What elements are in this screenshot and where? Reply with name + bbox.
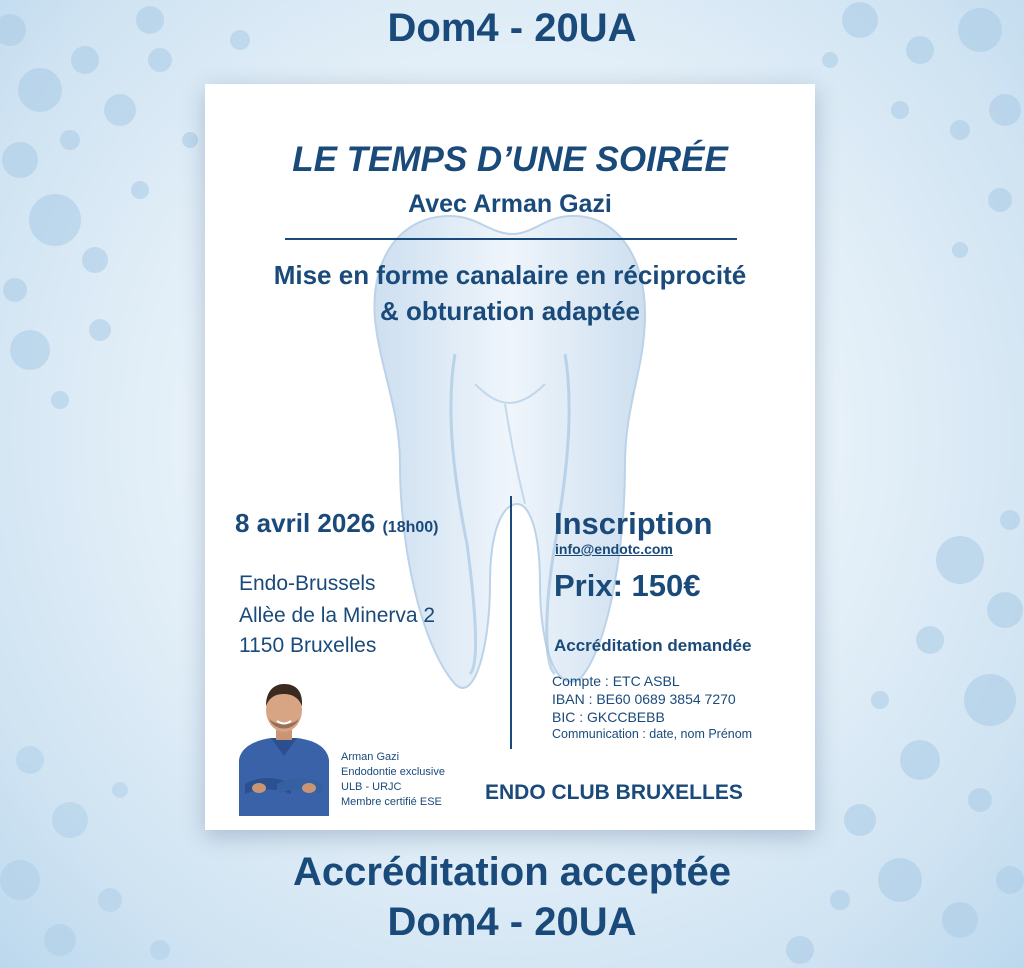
bank-communication: Communication : date, nom Prénom bbox=[552, 727, 753, 741]
event-flyer bbox=[205, 84, 815, 830]
address-line-1: Endo-Brussels bbox=[239, 572, 376, 595]
date-text: 8 avril 2026 bbox=[235, 508, 376, 538]
event-date bbox=[235, 508, 439, 539]
speaker-specialty: Endodontie exclusive bbox=[341, 766, 445, 778]
club-name: ENDO CLUB BRUXELLES bbox=[485, 781, 743, 804]
event-title: LE TEMPS D’UNE SOIRÉE bbox=[292, 140, 728, 179]
topic-line-1: Mise en forme canalaire en réciprocité bbox=[273, 260, 747, 290]
speaker-subtitle: Avec Arman Gazi bbox=[408, 190, 612, 218]
bottom-banner: Dom4 - 20UA bbox=[387, 900, 637, 944]
accreditation-requested: Accréditation demandée bbox=[554, 636, 752, 655]
topic-line-2: & obturation adaptée bbox=[379, 296, 640, 326]
column-divider bbox=[510, 496, 512, 749]
bank-bic: BIC : GKCCBEBB bbox=[552, 709, 665, 725]
speaker-certification: Membre certifié ESE bbox=[341, 796, 442, 808]
speaker-photo bbox=[235, 680, 333, 816]
speaker-universities: ULB - URJC bbox=[341, 781, 402, 793]
event-time: (18h00) bbox=[382, 519, 439, 536]
address-line-3: 1150 Bruxelles bbox=[239, 634, 377, 657]
title-divider bbox=[285, 238, 737, 240]
accreditation-accepted: Accréditation acceptée bbox=[293, 850, 731, 894]
bank-account: Compte : ETC ASBL bbox=[552, 673, 680, 689]
inscription-heading: Inscription bbox=[554, 506, 713, 541]
speaker-name: Arman Gazi bbox=[341, 751, 400, 763]
bank-iban: IBAN : BE60 0689 3854 7270 bbox=[552, 691, 736, 707]
address-line-2: Allèe de la Minerva 2 bbox=[239, 604, 436, 627]
price-label: Prix: 150€ bbox=[554, 568, 701, 603]
top-banner: Dom4 - 20UA bbox=[387, 6, 637, 50]
inscription-email-link[interactable]: info@endotc.com bbox=[555, 541, 673, 557]
